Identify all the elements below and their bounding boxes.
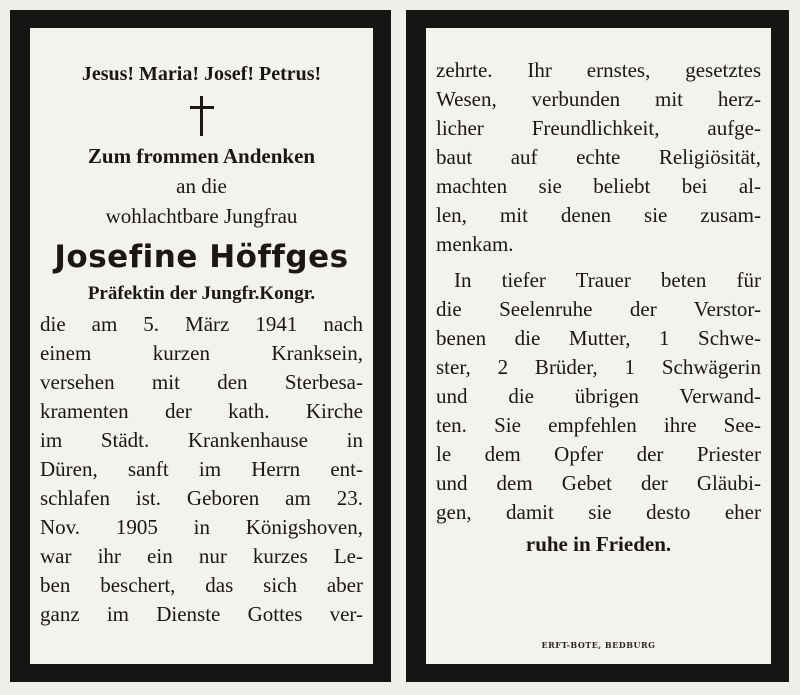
left-page-border bbox=[10, 10, 391, 682]
deceased-name: Josefine Höffges bbox=[54, 239, 349, 275]
body-line: kramenten der kath. Kirche bbox=[40, 399, 363, 423]
left-page bbox=[30, 28, 373, 664]
para2-line: ten. Sie empfehlen ihre See- bbox=[436, 413, 761, 437]
body-line: ganz im Dienste Gottes ver- bbox=[40, 602, 363, 626]
an-die-line: an die bbox=[176, 174, 227, 198]
body-line: die am 5. März 1941 nach bbox=[40, 312, 363, 336]
body-line: Nov. 1905 in Königshoven, bbox=[40, 515, 363, 539]
para1-line: machten sie beliebt bei al- bbox=[436, 174, 761, 198]
printer-imprint: ERFT-BOTE, BEDBURG bbox=[541, 640, 656, 650]
para1-line: menkam. bbox=[436, 232, 514, 256]
body-line: war ihr ein nur kurzes Le- bbox=[40, 544, 363, 568]
para1-line: Wesen, verbunden mit herz- bbox=[436, 87, 761, 111]
para1-line: zehrte. Ihr ernstes, gesetztes bbox=[436, 58, 761, 82]
para2-line: ster, 2 Brüder, 1 Schwägerin bbox=[436, 355, 761, 379]
para2-line: In tiefer Trauer beten für bbox=[454, 268, 761, 292]
body-line: schlafen ist. Geboren am 23. bbox=[40, 486, 363, 510]
memorial-line: Zum frommen Andenken bbox=[87, 144, 316, 168]
body-line: ben beschert, das sich aber bbox=[40, 573, 363, 597]
deceased-title: Präfektin der Jungfr.Kongr. bbox=[87, 283, 316, 304]
para1-line: baut auf echte Religiösität, bbox=[436, 145, 761, 169]
body-line: versehen mit den Sterbesa- bbox=[40, 370, 363, 394]
right-page bbox=[426, 28, 771, 664]
body-line: Düren, sanft im Herrn ent- bbox=[40, 457, 363, 481]
honorific-line: wohlachtbare Jungfrau bbox=[105, 204, 298, 228]
para2-line: gen, damit sie desto eher bbox=[436, 500, 761, 524]
para1-line: licher Freundlichkeit, aufge- bbox=[436, 116, 761, 140]
body-line: einem kurzen Kranksein, bbox=[40, 341, 363, 365]
invocation-heading: Jesus! Maria! Josef! Petrus! bbox=[81, 63, 322, 85]
right-page-border bbox=[406, 10, 789, 682]
para2-line: und die übrigen Verwand- bbox=[436, 384, 761, 408]
para2-line: und dem Gebet der Gläubi- bbox=[436, 471, 761, 495]
closing-line: ruhe in Frieden. bbox=[525, 532, 672, 556]
para1-line: len, mit denen sie zusam- bbox=[436, 203, 761, 227]
para2-line: die Seelenruhe der Verstor- bbox=[436, 297, 761, 321]
para2-line: le dem Opfer der Priester bbox=[436, 442, 761, 466]
body-line: im Städt. Krankenhause in bbox=[40, 428, 363, 452]
para2-line: benen die Mutter, 1 Schwe- bbox=[436, 326, 761, 350]
cross-icon bbox=[188, 96, 216, 136]
